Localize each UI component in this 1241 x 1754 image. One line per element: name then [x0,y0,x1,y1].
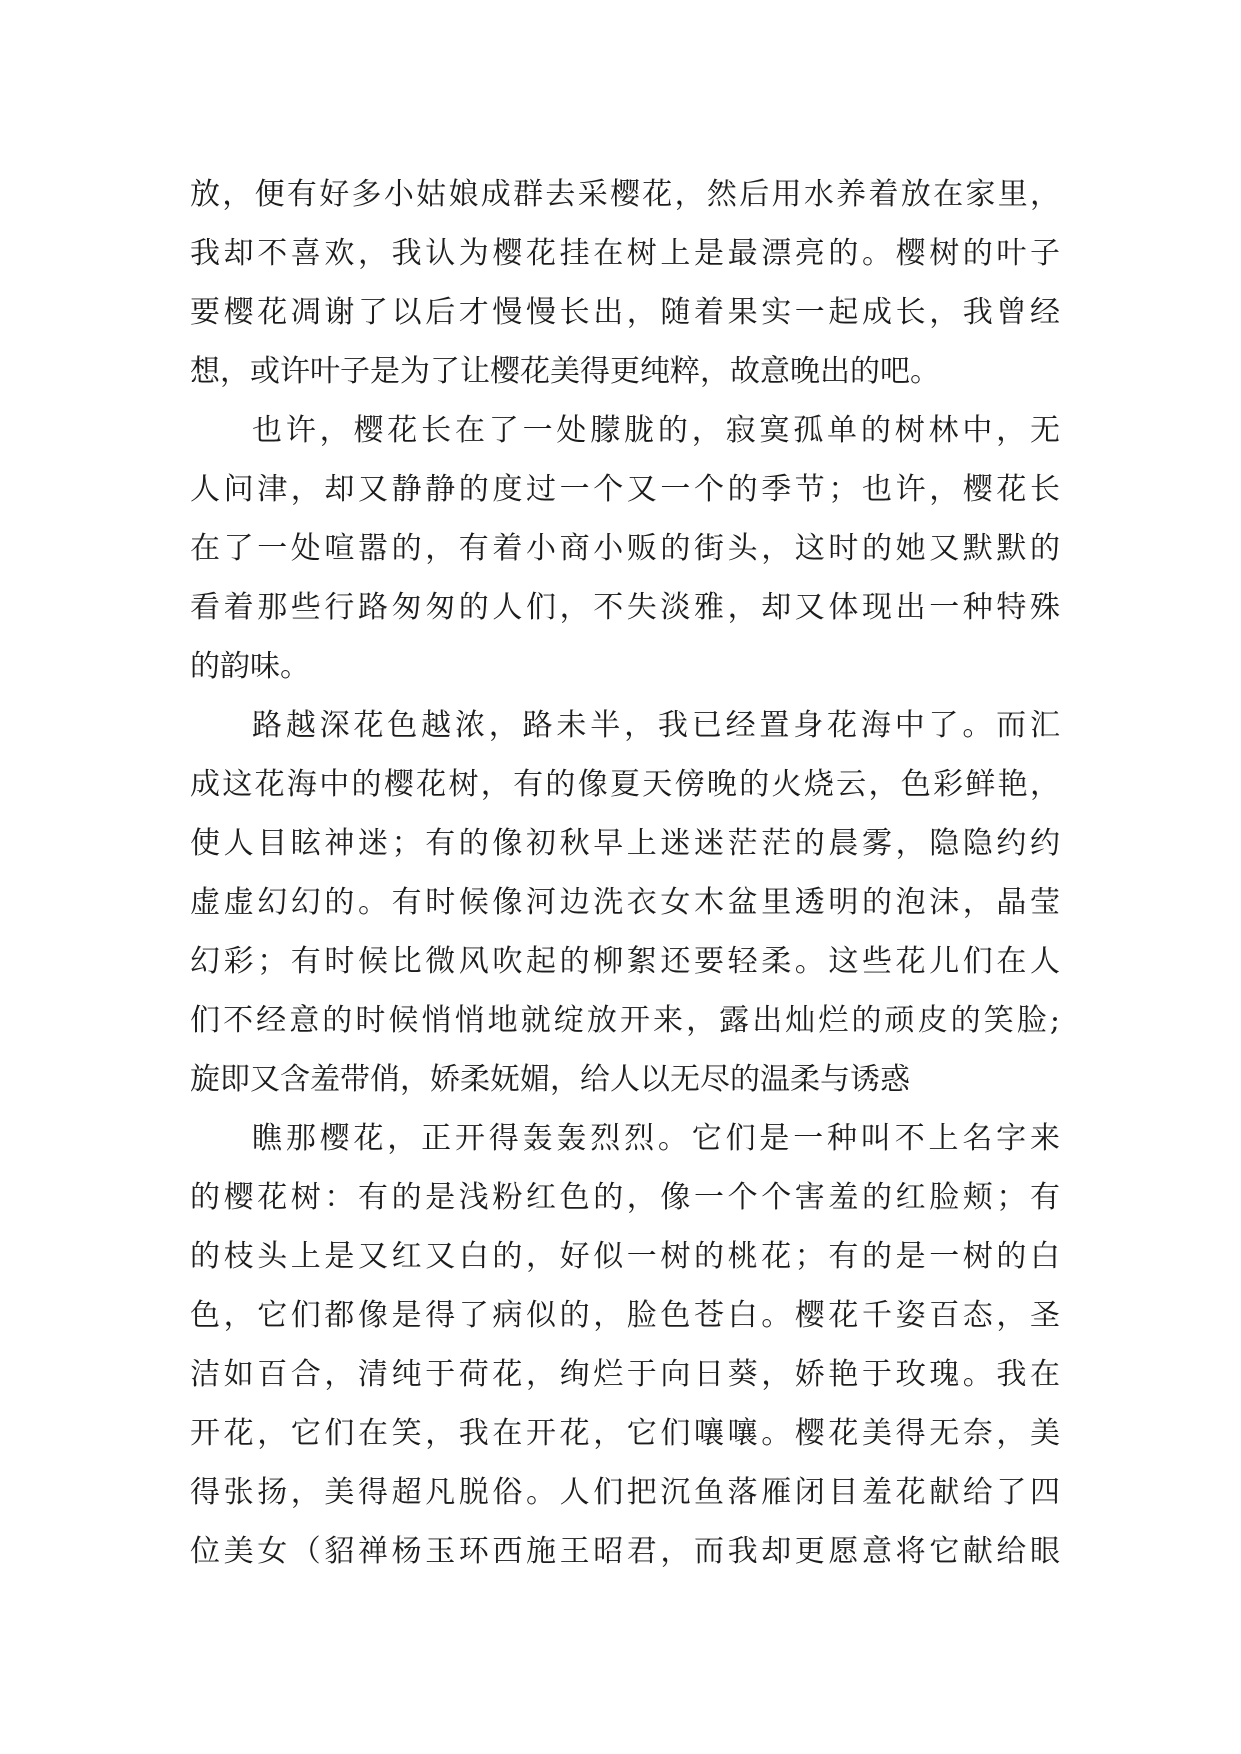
text-line: 得张扬，美得超凡脱俗。人们把沉鱼落雁闭目羞花献给了四 [190,1475,1060,1510]
text-line: 瞧那樱花，正开得轰轰烈烈。它们是一种叫不上名字来 [252,1121,1060,1156]
text-line: 色，它们都像是得了病似的，脸色苍白。樱花千姿百态，圣 [190,1298,1060,1333]
text-line: 放，便有好多小姑娘成群去采樱花，然后用水养着放在家里， [190,177,1060,212]
text-line: 我却不喜欢，我认为樱花挂在树上是最漂亮的。樱树的叶子 [190,236,1060,271]
text-line: 使人目眩神迷；有的像初秋早上迷迷茫茫的晨雾，隐隐约约 [190,826,1060,861]
text-line: 想，或许叶子是为了让樱花美得更纯粹，故意晚出的吧。 [190,354,940,389]
text-line: 们不经意的时候悄悄地就绽放开来，露出灿烂的顽皮的笑脸; [190,1003,1060,1038]
text-line: 成这花海中的樱花树，有的像夏天傍晚的火烧云，色彩鲜艳， [190,767,1060,802]
paragraph-4 [190,1109,1060,1581]
paragraph-1 [190,165,1060,401]
text-line: 路越深花色越浓，路未半，我已经置身花海中了。而汇 [252,708,1060,743]
text-line: 开花，它们在笑，我在开花，它们嚷嚷。樱花美得无奈，美 [190,1416,1060,1451]
text-line: 人问津，却又静静的度过一个又一个的季节；也许，樱花长 [190,472,1060,507]
paragraph-2 [190,401,1060,696]
text-line: 旋即又含羞带俏，娇柔妩媚，给人以无尽的温柔与诱惑 [190,1062,910,1097]
text-line: 的樱花树：有的是浅粉红色的，像一个个害羞的红脸颊；有 [190,1180,1060,1215]
text-line: 虚虚幻幻的。有时候像河边洗衣女木盆里透明的泡沫，晶莹 [190,885,1060,920]
paragraph-3 [190,696,1060,1109]
text-line: 幻彩；有时候比微风吹起的柳絮还要轻柔。这些花儿们在人 [190,944,1060,979]
text-line: 的韵味。 [190,649,310,684]
text-line: 的枝头上是又红又白的，好似一树的桃花；有的是一树的白 [190,1239,1060,1274]
text-line: 看着那些行路匆匆的人们，不失淡雅，却又体现出一种特殊 [190,590,1060,625]
text-line: 也许，樱花长在了一处朦胧的，寂寞孤单的树林中，无 [252,413,1060,448]
text-line: 位美女（貂禅杨玉环西施王昭君，而我却更愿意将它献给眼 [190,1534,1060,1569]
text-line: 在了一处喧嚣的，有着小商小贩的街头，这时的她又默默的 [190,531,1060,566]
text-line: 洁如百合，清纯于荷花，绚烂于向日葵，娇艳于玫瑰。我在 [190,1357,1060,1392]
document-body [190,165,1060,1581]
text-line: 要樱花凋谢了以后才慢慢长出，随着果实一起成长，我曾经 [190,295,1060,330]
